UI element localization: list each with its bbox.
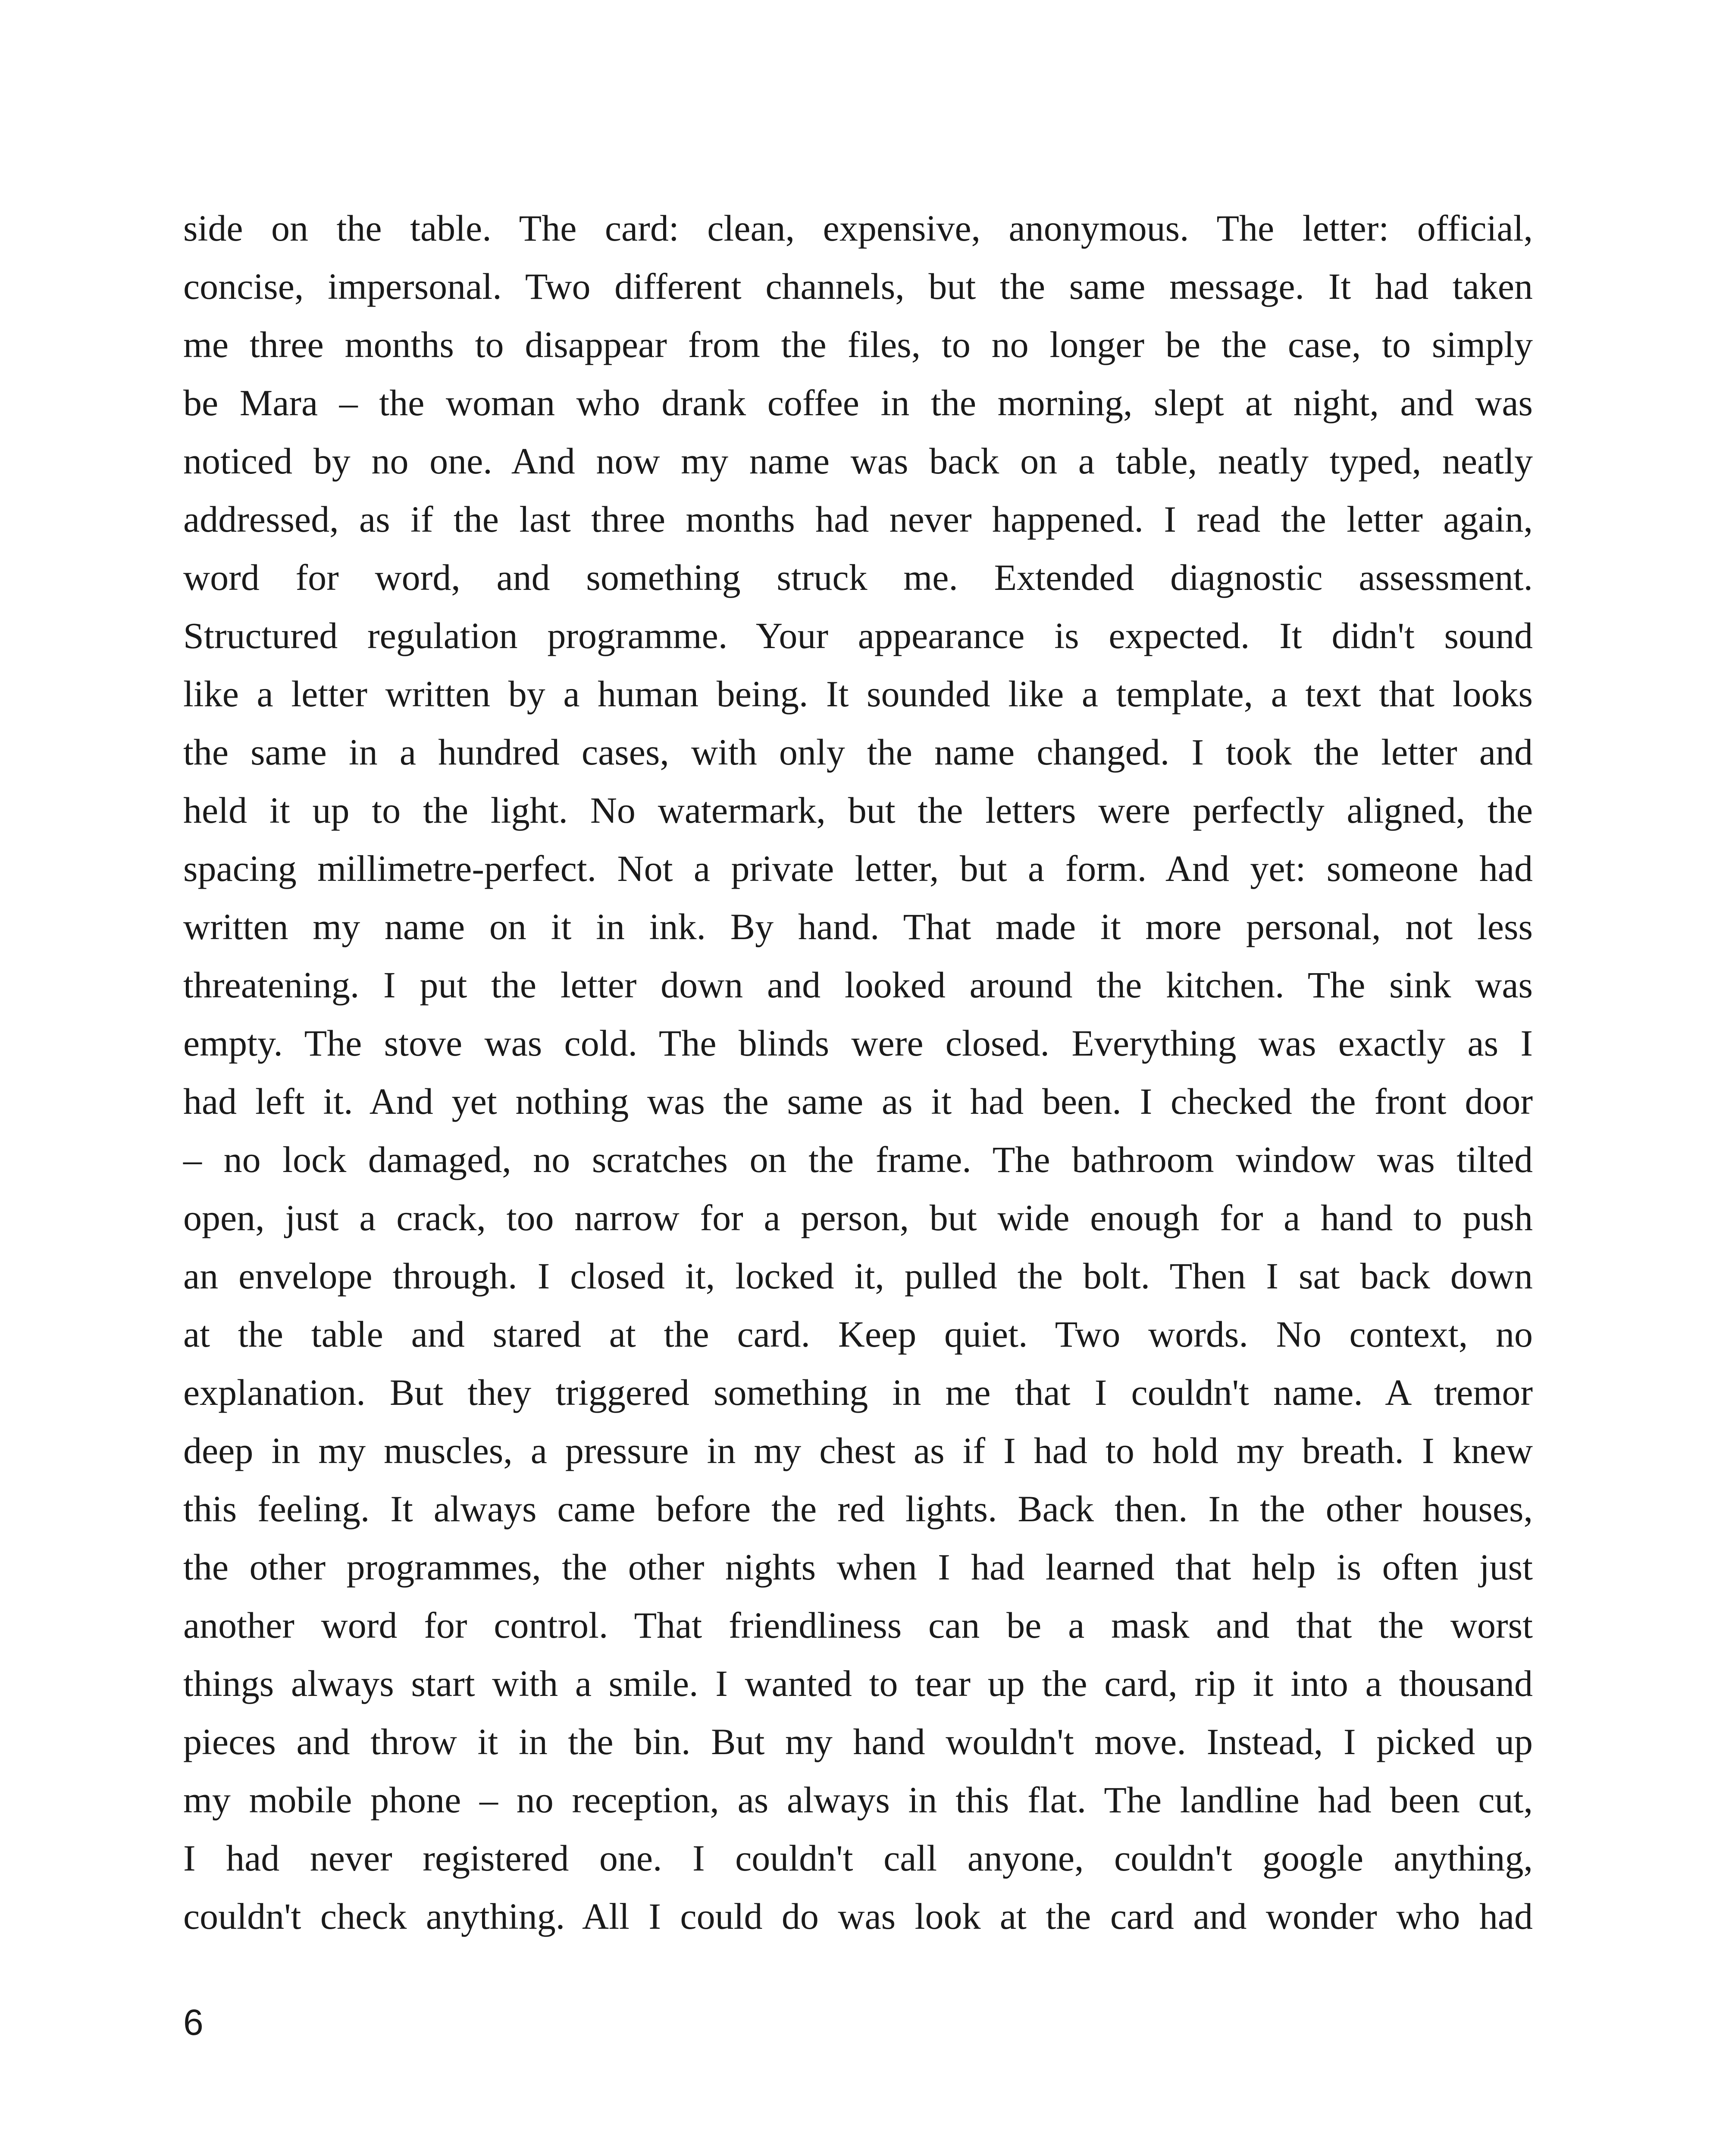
text-line: this feeling. It always came before the red lights. Back then. In the other houses, [183,1488,1533,1529]
text-line: spacing millimetre-perfect. Not a private letter, but a form. And yet: someone had [183,848,1533,889]
text-line: written my name on it in ink. By hand. That made it more personal, not less [183,906,1533,947]
text-line: explanation. But they triggered something in me that I couldn't name. A tremor [183,1372,1533,1413]
text-line: side on the table. The card: clean, expensive, anonymous. The letter: official, [183,207,1533,249]
page-number: 6 [183,2002,204,2043]
text-line: I had never registered one. I couldn't call anyone, couldn't google anything, [183,1837,1533,1879]
text-line: at the table and stared at the card. Keep quiet. Two words. No context, no [183,1313,1533,1355]
text-line: addressed, as if the last three months had never happened. I read the letter again, [183,498,1533,540]
text-line: pieces and throw it in the bin. But my hand wouldn't move. Instead, I picked up [183,1721,1533,1762]
text-line: the other programmes, the other nights when I had learned that help is often just [183,1546,1533,1588]
text-line: held it up to the light. No watermark, but the letters were perfectly aligned, the [183,790,1533,831]
text-line: the same in a hundred cases, with only the name changed. I took the letter and [183,731,1533,773]
text-line: empty. The stove was cold. The blinds were closed. Everything was exactly as I [183,1022,1533,1064]
text-line: things always start with a smile. I wanted to tear up the card, rip it into a thousand [183,1663,1533,1704]
text-line: had left it. And yet nothing was the same as it had been. I checked the front door [183,1081,1533,1122]
text-line: be Mara – the woman who drank coffee in the morning, slept at night, and was [183,382,1533,423]
text-line: my mobile phone – no reception, as always in this flat. The landline had been cut, [183,1779,1533,1821]
text-line: an envelope through. I closed it, locked it, pulled the bolt. Then I sat back down [183,1255,1533,1297]
text-line: noticed by no one. And now my name was back on a table, neatly typed, neatly [183,440,1533,482]
body-text [183,199,1533,1946]
text-line: concise, impersonal. Two different channels, but the same message. It had taken [183,266,1533,307]
text-line: another word for control. That friendliness can be a mask and that the worst [183,1604,1533,1646]
text-line: open, just a crack, too narrow for a person, but wide enough for a hand to push [183,1197,1533,1238]
text-line: Structured regulation programme. Your appearance is expected. It didn't sound [183,615,1533,656]
text-line: deep in my muscles, a pressure in my chest as if I had to hold my breath. I knew [183,1430,1533,1471]
text-line: couldn't check anything. All I could do was look at the card and wonder who had [183,1896,1533,1937]
text-line: me three months to disappear from the files, to no longer be the case, to simply [183,324,1533,365]
text-line: – no lock damaged, no scratches on the frame. The bathroom window was tilted [183,1139,1533,1180]
text-line: threatening. I put the letter down and looked around the kitchen. The sink was [183,964,1533,1006]
text-line: word for word, and something struck me. Extended diagnostic assessment. [183,557,1533,598]
text-line: like a letter written by a human being. It sounded like a template, a text that looks [183,673,1533,714]
